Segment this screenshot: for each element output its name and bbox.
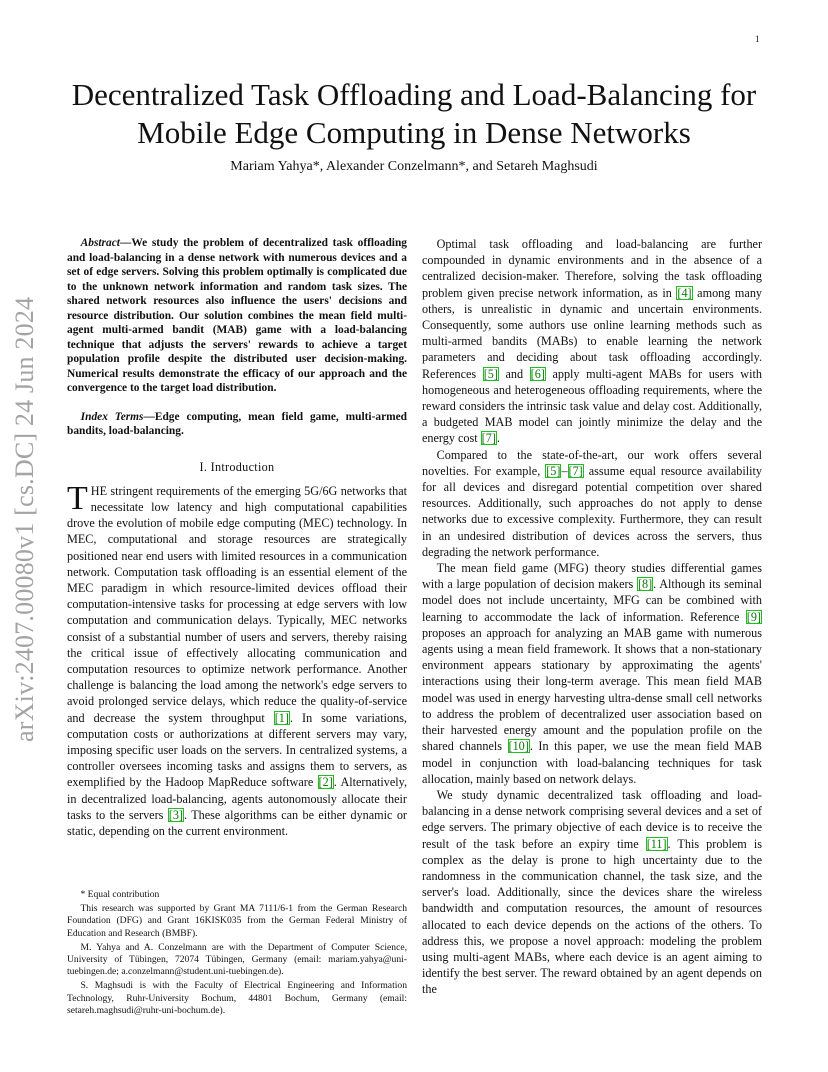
- abstract: [67, 236, 407, 396]
- citation-link[interactable]: [9]: [746, 609, 761, 624]
- citation-link[interactable]: [8]: [637, 577, 653, 592]
- paragraph-text: apply multi-agent MABs for users with homogeneous and heterogeneous offloading requirements, where the reward considers the intrinsic task value and delay cost. Additionally, a budgeted MAB model can jointly minimize the delay and the energy cost: [422, 366, 762, 446]
- abstract-label: Abstract: [80, 237, 120, 249]
- paragraph-text: . These algorithms can be either dynamic or static, depending on the current environment.: [67, 807, 407, 838]
- citation-link[interactable]: [4]: [677, 285, 692, 300]
- citation-link[interactable]: [1]: [274, 710, 289, 725]
- citation-link[interactable]: [2]: [318, 775, 333, 790]
- paper-title: Decentralized Task Offloading and Load-Balancing for Mobile Edge Computing in Dense Networks: [71, 77, 757, 150]
- author-list: Mariam Yahya*, Alexander Conzelmann*, and Setareh Maghsudi: [230, 159, 598, 174]
- citation-link[interactable]: [5]: [546, 463, 561, 478]
- citation-link[interactable]: [7]: [481, 431, 496, 446]
- index-terms-label: Index Terms: [80, 410, 144, 423]
- paragraph: [422, 236, 762, 447]
- drop-cap: T: [67, 479, 88, 517]
- paragraph-text: . This problem is complex as the delay is prone to high uncertainty due to the randomness in the communication channel, the task size, and the server's load. Additionally, since the devices share the wireless bandwidth and computation resources, the amount of resources allocated to each device depends on the actions of the others. To address this, we propose a novel approach: modeling the problem using multi-agent MABs, where each device is an agent aiming to identify the best server. The reward obtained by an agent depends on the: [422, 836, 762, 997]
- footnote-affiliation-1: M. Yahya and A. Conzelmann are with the Department of Computer Science, University of Tübingen, 72074 Tübingen, Germany (email: mariam.yahya@uni-tuebingen.de; a.conzelmann@student.uni-tuebingen.de).: [67, 941, 407, 978]
- paragraph-text: HE stringent requirements of the emerging 5G/6G networks that necessitate low latency and high computational capabilities drove the evolution of mobile edge computing (MEC) technology. In MEC, computational and storage resources are strategically positioned near end users with limited resources in a communication network. Computation task offloading is an essential element of the MEC paradigm in which resource-limited devices offload their computation-intensive tasks for processing at edge servers with low computation and communication delays. Typically, MEC networks consist of a substantial number of users and servers, thereby raising the critical issue of effectively allocating communication and computation resources to optimize network performance. Another challenge is balancing the load among the network's edge servers to avoid prolonged service delays, which reduce the quality-of-service and decrease the system throughput: [67, 483, 407, 725]
- paragraph-text: Compared to the state-of-the-art, our work offers several novelties. For example,: [422, 447, 762, 478]
- intro-paragraph: [67, 479, 407, 839]
- arxiv-identifier-stamp[interactable]: arXiv:2407.00080v1 [cs.DC] 24 Jun 2024: [10, 296, 39, 742]
- paragraph-text: . Although its seminal model does not include uncertainty, MFG can be combined with learning to accommodate the lack of information. Reference: [422, 577, 762, 624]
- footnotes: [67, 889, 407, 1019]
- citation-link[interactable]: [5]: [483, 366, 498, 381]
- paragraph-text: –: [561, 463, 568, 478]
- paragraph-text: assume equal resource availability for all devices and disregard potential competition over shared resources. Additionally, such approaches do not apply to dense networks due to excessive complexity. Furthermore, they can result in an undesired distribution of devices across the servers, thus degrading the network performance.: [422, 463, 762, 559]
- footnote-affiliation-2: S. Maghsudi is with the Faculty of Electrical Engineering and Information Technology, Ruhr-University Bochum, 44801 Bochum, Germany (email: setareh.maghsudi@ruhr-uni-bochum.de).: [67, 980, 407, 1016]
- citation-link[interactable]: [3]: [168, 807, 183, 822]
- citation-link[interactable]: [7]: [568, 463, 583, 478]
- section-heading-introduction: I. Introduction: [199, 459, 275, 474]
- footnote-equal-contribution: * Equal contribution: [80, 889, 160, 900]
- index-terms: [67, 410, 407, 439]
- paragraph-text: . In some variations, computation costs or authorizations at different servers may vary, imposing specific user loads on the servers. In centralized systems, a controller oversees incoming tasks and assigns them to servers, as exemplified by the Hadoop MapReduce software: [67, 710, 407, 790]
- paragraph-text: . In this paper, we use the mean field MAB model in conjunction with load-balancing techniques for task allocation, mainly based on network delays.: [422, 739, 762, 786]
- paragraph-text: among many others, is unrealistic in dynamic and uncertain environments. Consequently, some authors use online learning methods such as multi-armed bandits (MABs) to enable learning the network parameters and deciding about task offloading accordingly. References: [422, 285, 763, 381]
- paragraph: [422, 787, 762, 998]
- paragraph-text: We study dynamic decentralized task offloading and load-balancing in a dense network comprising several devices and a set of edge servers. The primary objective of each device is to receive the result of the task before an expiry time: [422, 787, 762, 851]
- left-column: [67, 236, 407, 839]
- paragraph-text: and: [498, 366, 530, 381]
- paragraph-text: The mean field game (MFG) theory studies differential games with a large population of decision makers: [422, 561, 762, 592]
- footnote-funding: This research was supported by Grant MA 7111/6-1 from the German Research Foundation (DFG) and Grant 16KISK035 from the German Federal Ministry of Education and Research (BMBF).: [67, 903, 407, 939]
- paragraph: [422, 447, 762, 560]
- abstract-text: —We study the problem of decentralized task offloading and load-balancing in a dense network with numerous devices and a set of edge servers. Solving this problem optimally is complicated due to the unknown network information and random task sizes. The shared network resources also influence the users' decisions and resource distribution. Our solution combines the mean field multi-agent multi-armed bandit (MAB) game with a load-balancing technique that adjusts the servers' rewards to achieve a target population profile despite the distributed user decision-making. Numerical results demonstrate the efficacy of our approach and the convergence to the target load distribution.: [67, 237, 407, 394]
- index-terms-text: —Edge computing, mean field game, multi-armed bandits, load-balancing.: [67, 410, 408, 437]
- right-column: [422, 236, 762, 998]
- paragraph-text: Optimal task offloading and load-balancing are further compounded in dynamic environments and in the absence of a centralized decision-maker. Therefore, solving the task offloading problem given precise network information, as in: [422, 237, 762, 300]
- paragraph: [422, 560, 762, 787]
- citation-link[interactable]: [11]: [646, 836, 667, 851]
- paragraph-text: .: [496, 431, 500, 446]
- citation-link[interactable]: [6]: [530, 366, 545, 381]
- paragraph-text: . Alternatively, in decentralized load-balancing, agents autonomously allocate their tasks to the servers: [67, 775, 407, 822]
- citation-link[interactable]: [10]: [508, 739, 529, 754]
- paragraph-text: proposes an approach for analyzing an MAB game with numerous agents using a mean field framework. It shows that a non-stationary environment appears stationary by approximating the agents' interactions using their long-term average. This mean field MAB model was used in energy harvesting ultra-dense small cell networks to address the problem of decentralized user association based on their harvested energy amount and the population profile on the shared channels: [422, 625, 762, 754]
- page-number: 1: [755, 34, 760, 44]
